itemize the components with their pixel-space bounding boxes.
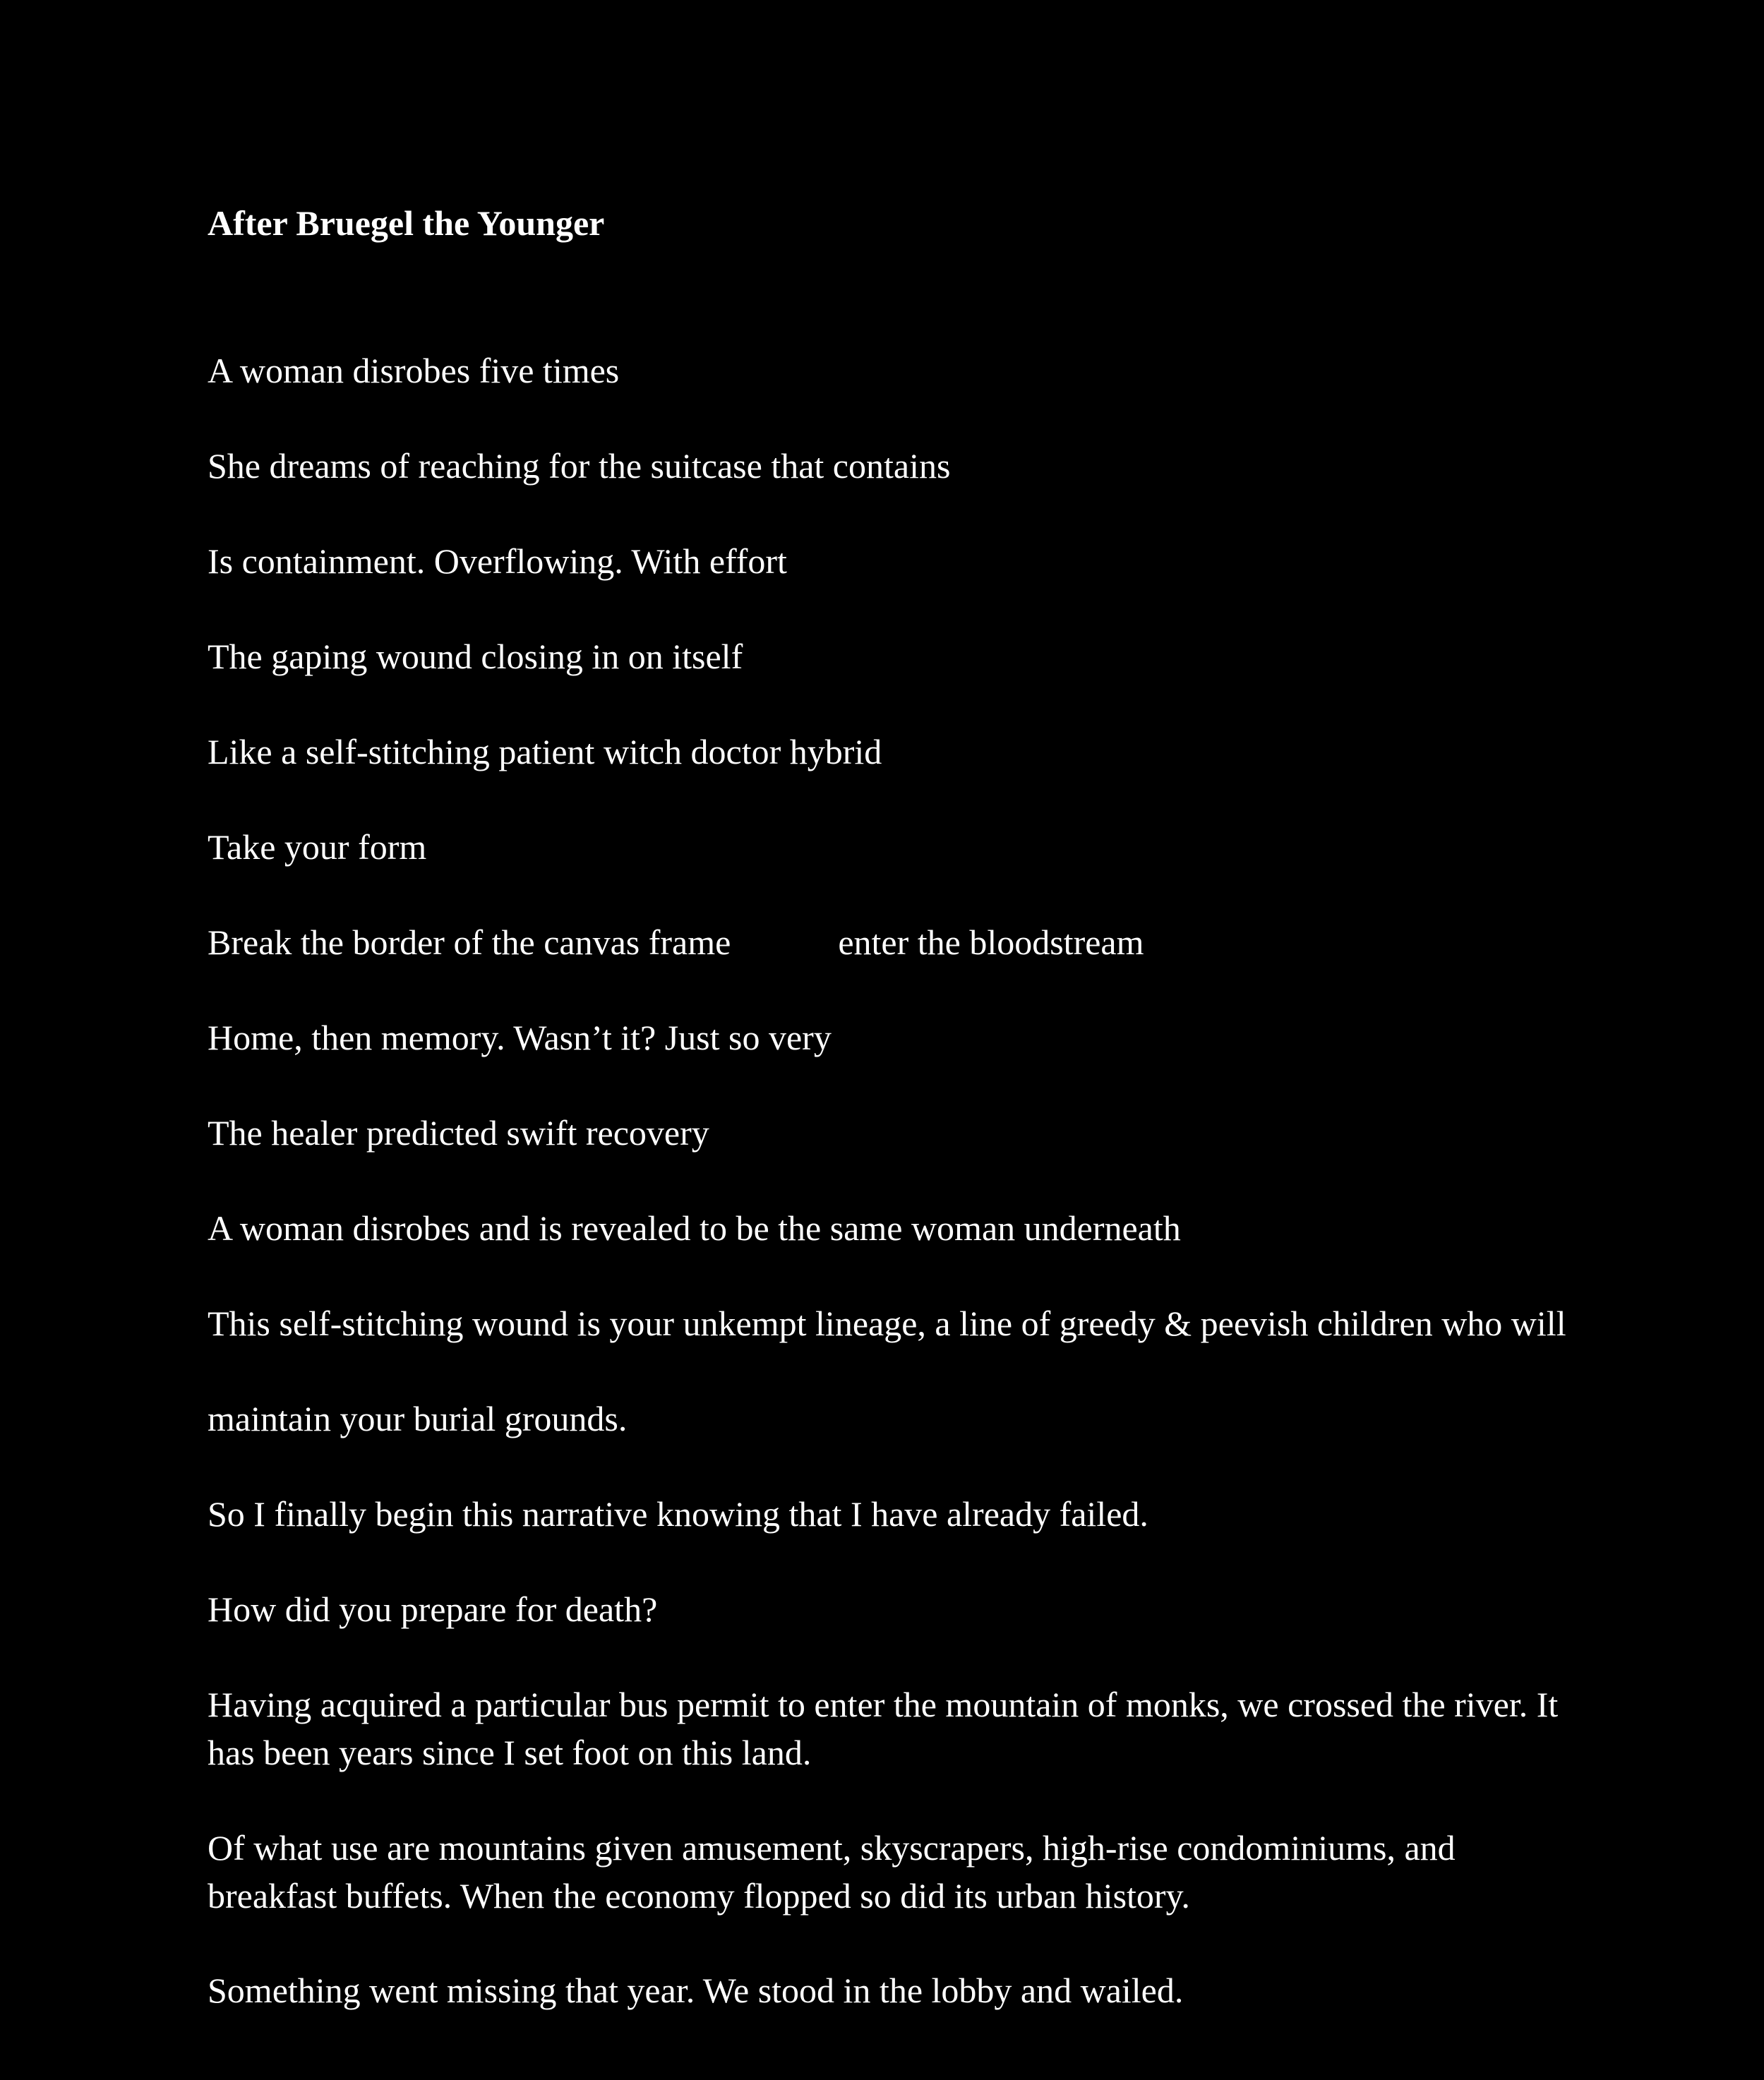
prose-paragraph: Of what use are mountains given amusement, skyscrapers, high-rise condominiums, and breakfast buffets. When the economy flopped so did its urban history. [208,1828,1456,1916]
poem-title: After Bruegel the Younger [208,203,605,243]
poem-line: maintain your burial grounds. [208,1399,628,1438]
poem-line: Something went missing that year. We stood in the lobby and wailed. [208,1971,1184,2010]
poem-line: The healer predicted swift recovery [208,1113,709,1153]
poem-line: So I finally begin this narrative knowing that I have already failed. [208,1494,1148,1534]
poem-line: Is containment. Overflowing. With effort [208,541,787,581]
prose-paragraph: Having acquired a particular bus permit to enter the mountain of monks, we crossed the river. It has been years since I set foot on this land. [208,1685,1559,1772]
poem-line: This self-stitching wound is your unkempt lineage, a line of greedy & peevish children who will [208,1304,1566,1343]
poem-line: Home, then memory. Wasn’t it? Just so very [208,1018,832,1057]
poem-line: A woman disrobes five times [208,351,620,390]
poem-line: The gaping wound closing in on itself [208,637,743,676]
poem-line-part: Break the border of the canvas frame [208,922,731,962]
poem-line: A woman disrobes and is revealed to be the same woman underneath [208,1208,1181,1248]
poem-line-part: enter the bloodstream [838,922,1144,962]
poem-line: She dreams of reaching for the suitcase that contains [208,446,951,486]
poem-line: Take your form [208,827,427,867]
poem-line: How did you prepare for death? [208,1589,658,1629]
poem-line-split [208,918,1144,966]
poem-line: Like a self-stitching patient witch doctor hybrid [208,732,882,771]
